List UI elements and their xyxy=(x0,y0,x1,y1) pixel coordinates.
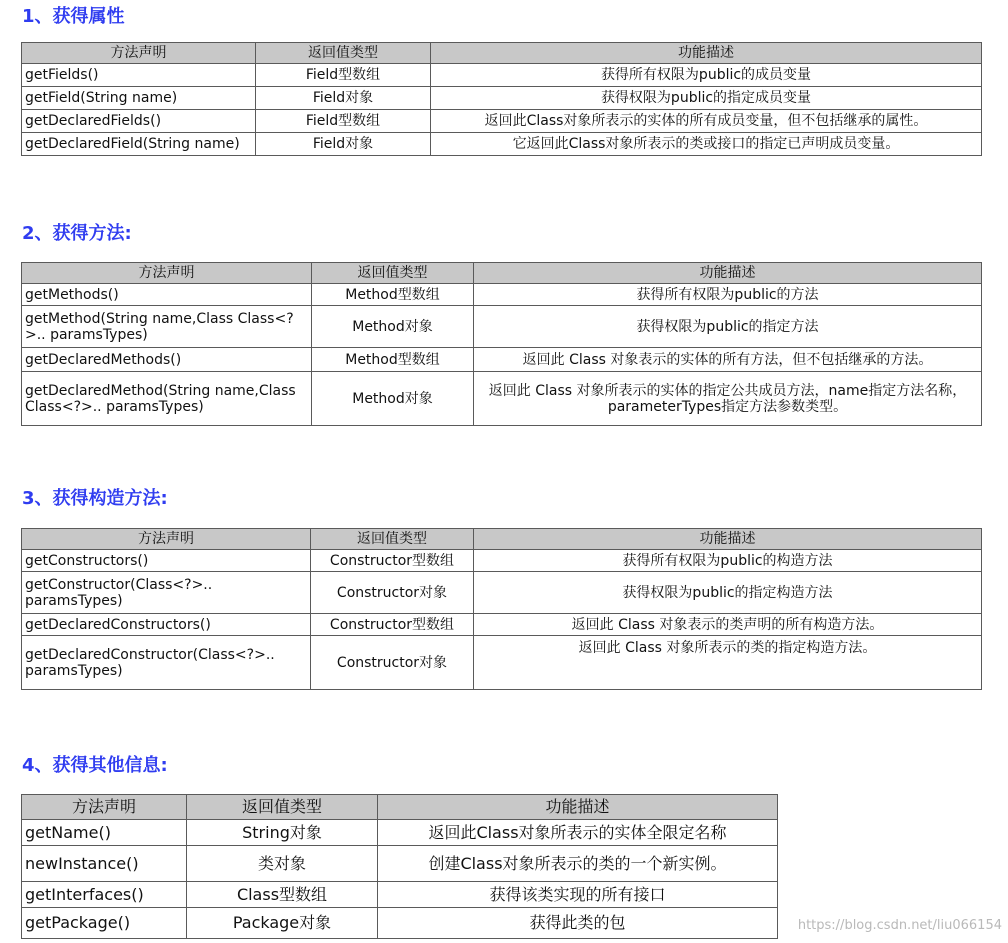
method-cell: getPackage() xyxy=(22,908,187,939)
table-row xyxy=(22,133,982,156)
column-header: 方法声明 xyxy=(22,795,187,820)
watermark-text: https://blog.csdn.net/liu066154 xyxy=(797,918,1002,933)
other-info-table-wrap xyxy=(21,794,777,939)
description-cell: 获得此类的包 xyxy=(378,908,778,939)
table-row xyxy=(22,87,982,110)
constructors-table-wrap xyxy=(21,528,981,690)
return-type-cell: Field型数组 xyxy=(256,110,431,133)
column-header: 返回值类型 xyxy=(311,529,474,550)
column-header: 返回值类型 xyxy=(187,795,378,820)
section-1-heading: 1、获得属性 xyxy=(22,6,125,27)
return-type-cell: Method对象 xyxy=(312,306,474,348)
method-cell: getDeclaredFields() xyxy=(22,110,256,133)
methods-table-wrap xyxy=(21,262,981,426)
return-type-cell: Method型数组 xyxy=(312,284,474,306)
method-cell: getDeclaredMethods() xyxy=(22,348,312,372)
table-row xyxy=(22,110,982,133)
method-cell: getConstructors() xyxy=(22,550,311,572)
table-row xyxy=(22,64,982,87)
return-type-cell: Class型数组 xyxy=(187,882,378,908)
fields-table xyxy=(21,42,982,156)
column-header: 功能描述 xyxy=(378,795,778,820)
table-row xyxy=(22,306,982,348)
column-header: 方法声明 xyxy=(22,529,311,550)
description-cell: 获得权限为public的指定成员变量 xyxy=(431,87,982,110)
column-header: 方法声明 xyxy=(22,263,312,284)
method-cell: getInterfaces() xyxy=(22,882,187,908)
constructors-table xyxy=(21,528,982,690)
method-cell: getFields() xyxy=(22,64,256,87)
description-cell: 获得所有权限为public的方法 xyxy=(474,284,982,306)
section-2-heading: 2、获得方法: xyxy=(22,223,132,244)
table-row xyxy=(22,908,778,939)
method-cell: getDeclaredField(String name) xyxy=(22,133,256,156)
description-cell: 获得该类实现的所有接口 xyxy=(378,882,778,908)
return-type-cell: Constructor对象 xyxy=(311,636,474,690)
section-4-heading: 4、获得其他信息: xyxy=(22,755,168,776)
table-row xyxy=(22,284,982,306)
column-header: 返回值类型 xyxy=(256,43,431,64)
return-type-cell: Constructor型数组 xyxy=(311,614,474,636)
column-header: 功能描述 xyxy=(431,43,982,64)
description-cell: 获得权限为public的指定方法 xyxy=(474,306,982,348)
table-row xyxy=(22,550,982,572)
return-type-cell: 类对象 xyxy=(187,846,378,882)
description-cell: 获得所有权限为public的构造方法 xyxy=(474,550,982,572)
table-row xyxy=(22,614,982,636)
description-cell: 它返回此Class对象所表示的类或接口的指定已声明成员变量。 xyxy=(431,133,982,156)
description-cell: 返回此 Class 对象表示的实体的所有方法，但不包括继承的方法。 xyxy=(474,348,982,372)
column-header: 方法声明 xyxy=(22,43,256,64)
table-row xyxy=(22,882,778,908)
method-cell: newInstance() xyxy=(22,846,187,882)
table-row xyxy=(22,572,982,614)
column-header: 功能描述 xyxy=(474,529,982,550)
table-row xyxy=(22,846,778,882)
column-header: 功能描述 xyxy=(474,263,982,284)
description-cell: 返回此Class对象所表示的实体的所有成员变量，但不包括继承的属性。 xyxy=(431,110,982,133)
return-type-cell: String对象 xyxy=(187,820,378,846)
method-cell: getName() xyxy=(22,820,187,846)
description-cell: 返回此 Class 对象所表示的实体的指定公共成员方法，name指定方法名称，parameterTypes指定方法参数类型。 xyxy=(474,372,982,426)
table-row xyxy=(22,348,982,372)
methods-table xyxy=(21,262,982,426)
method-cell: getDeclaredConstructors() xyxy=(22,614,311,636)
return-type-cell: Constructor对象 xyxy=(311,572,474,614)
other-info-table xyxy=(21,794,778,939)
return-type-cell: Field型数组 xyxy=(256,64,431,87)
description-cell: 获得权限为public的指定构造方法 xyxy=(474,572,982,614)
return-type-cell: Field对象 xyxy=(256,87,431,110)
description-cell: 返回此 Class 对象表示的类声明的所有构造方法。 xyxy=(474,614,982,636)
section-3-heading: 3、获得构造方法: xyxy=(22,488,168,509)
method-cell: getDeclaredMethod(String name,Class Class<?>.. paramsTypes) xyxy=(22,372,312,426)
column-header: 返回值类型 xyxy=(312,263,474,284)
method-cell: getConstructor(Class<?>.. paramsTypes) xyxy=(22,572,311,614)
return-type-cell: Method对象 xyxy=(312,372,474,426)
return-type-cell: Package对象 xyxy=(187,908,378,939)
description-cell: 获得所有权限为public的成员变量 xyxy=(431,64,982,87)
return-type-cell: Field对象 xyxy=(256,133,431,156)
fields-table-wrap xyxy=(21,42,981,156)
description-cell: 返回此 Class 对象所表示的类的指定构造方法。 xyxy=(474,636,982,690)
method-cell: getMethods() xyxy=(22,284,312,306)
table-row xyxy=(22,636,982,690)
method-cell: getField(String name) xyxy=(22,87,256,110)
return-type-cell: Method型数组 xyxy=(312,348,474,372)
return-type-cell: Constructor型数组 xyxy=(311,550,474,572)
table-row xyxy=(22,820,778,846)
description-cell: 创建Class对象所表示的类的一个新实例。 xyxy=(378,846,778,882)
description-cell: 返回此Class对象所表示的实体全限定名称 xyxy=(378,820,778,846)
table-row xyxy=(22,372,982,426)
method-cell: getDeclaredConstructor(Class<?>.. paramsTypes) xyxy=(22,636,311,690)
method-cell: getMethod(String name,Class Class<?>.. paramsTypes) xyxy=(22,306,312,348)
